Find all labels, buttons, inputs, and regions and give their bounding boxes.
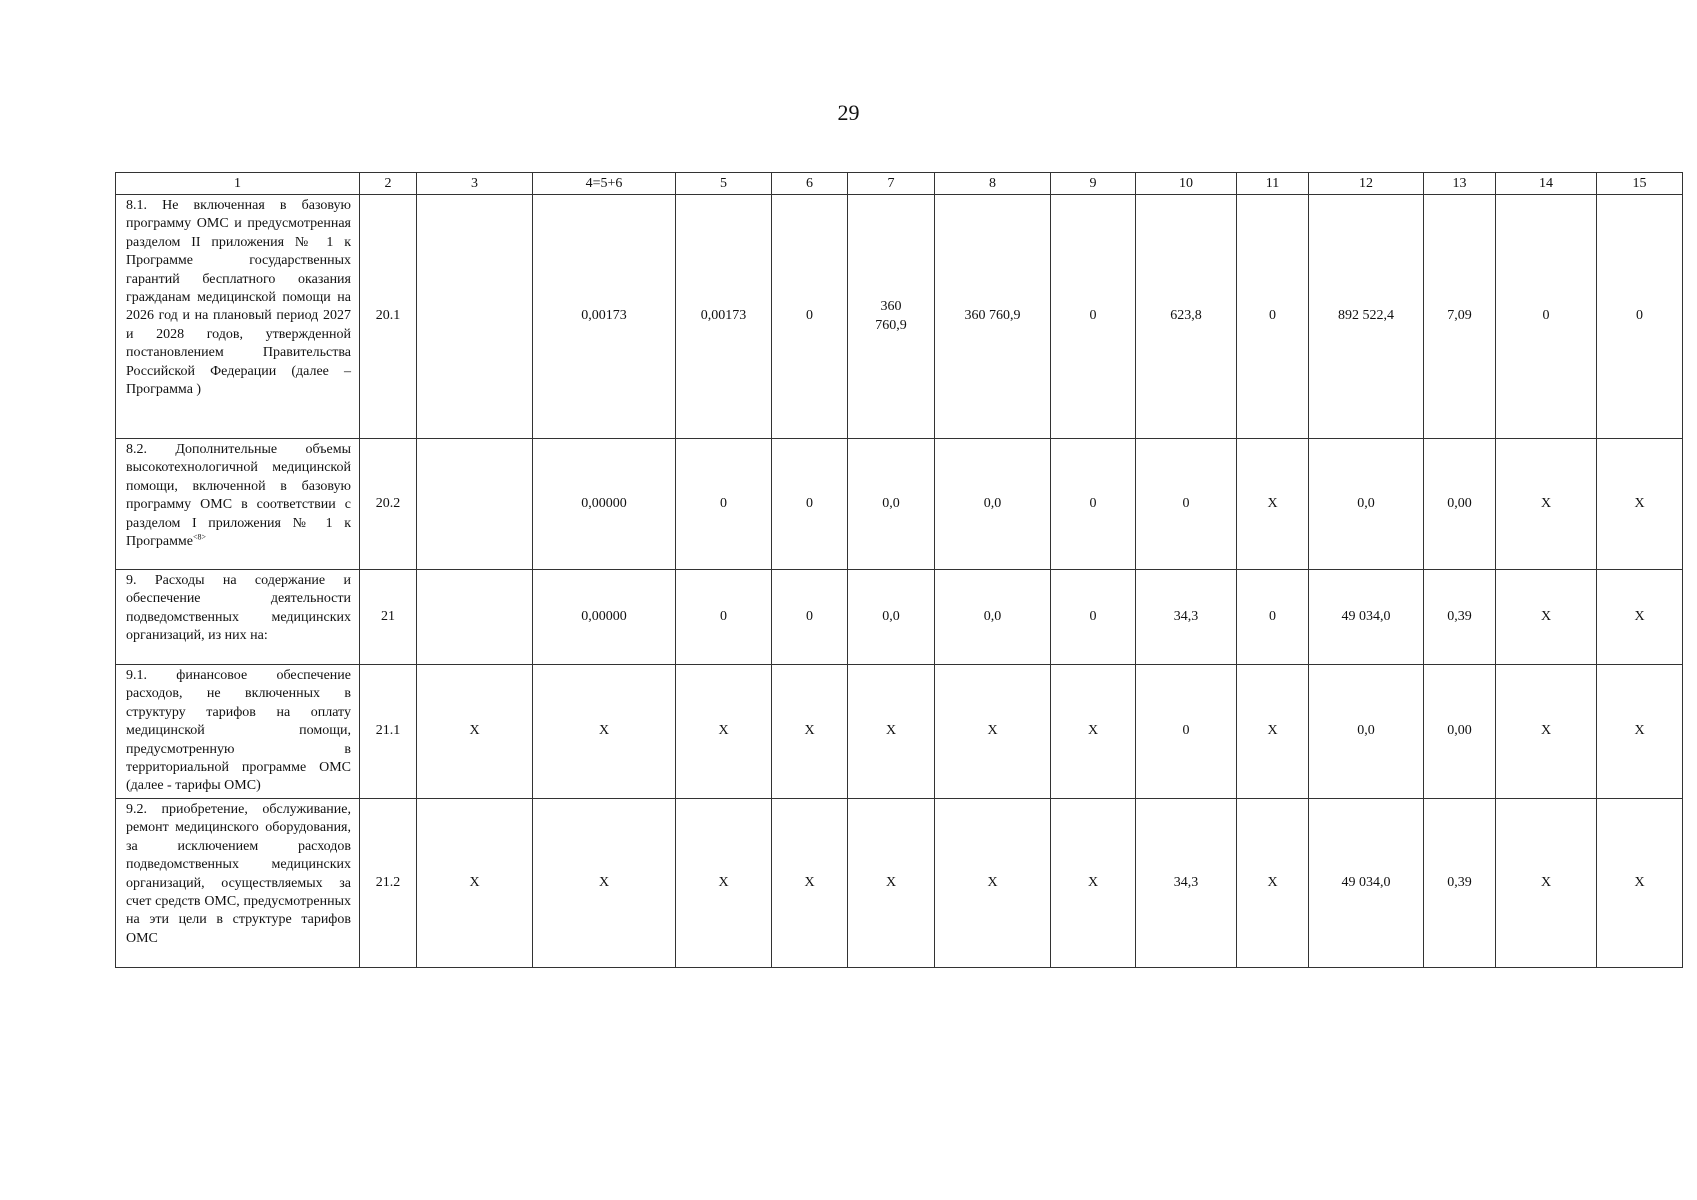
table-cell: 892 522,4	[1309, 195, 1424, 439]
column-header: 11	[1237, 173, 1309, 195]
table-cell: X	[1051, 799, 1136, 968]
table-cell: X	[1597, 665, 1683, 799]
table-cell: 34,3	[1136, 570, 1237, 665]
data-table	[115, 172, 1683, 968]
column-header: 7	[848, 173, 935, 195]
table-cell: X	[1496, 439, 1597, 570]
column-header: 5	[676, 173, 772, 195]
table-cell: 0,0	[1309, 439, 1424, 570]
table-cell: 0,0	[935, 570, 1051, 665]
table-cell: 0	[1237, 195, 1309, 439]
table-cell: 0,39	[1424, 570, 1496, 665]
column-header: 15	[1597, 173, 1683, 195]
table-row	[116, 439, 1683, 570]
column-header: 14	[1496, 173, 1597, 195]
row-description: 8.1. Не включенная в базовую программу ОМС и предусмотренная разделом II приложения № 1 к Программе государственных гарантий бесплатного оказания гражданам медицинской помощи на 2026 год и на плановый период 2027 и 2028 годов, утвержденной постановлением Правительства Российской Федерации (далее – Программа )	[116, 195, 360, 439]
table-cell: 0	[772, 439, 848, 570]
table-cell: 0	[1597, 195, 1683, 439]
column-header: 6	[772, 173, 848, 195]
table-cell: X	[848, 799, 935, 968]
column-header: 3	[417, 173, 533, 195]
table-cell: X	[772, 665, 848, 799]
table-cell: 0	[1051, 439, 1136, 570]
table-cell: 0,0	[1309, 665, 1424, 799]
table-cell: 20.2	[360, 439, 417, 570]
table-row	[116, 570, 1683, 665]
row-description-cell	[116, 439, 360, 570]
footnote-marker: <8>	[193, 532, 207, 542]
table-cell: X	[848, 665, 935, 799]
table-cell: 21.1	[360, 665, 417, 799]
table-cell: 0	[676, 439, 772, 570]
table-row	[116, 665, 1683, 799]
table-cell: 0,00000	[533, 439, 676, 570]
row-description: 9.1. финансовое обеспечение расходов, не включенных в структуру тарифов на оплату медицинской помощи, предусмотренную в территориальной программе ОМС (далее - тарифы ОМС)	[116, 665, 360, 799]
table-cell: 0	[1496, 195, 1597, 439]
table-cell: X	[417, 799, 533, 968]
table-cell: X	[935, 799, 1051, 968]
table-cell: 49 034,0	[1309, 799, 1424, 968]
table-cell: 0,39	[1424, 799, 1496, 968]
table-cell: X	[772, 799, 848, 968]
table-cell: 623,8	[1136, 195, 1237, 439]
table-cell: X	[533, 799, 676, 968]
table-cell: X	[1597, 439, 1683, 570]
column-header: 10	[1136, 173, 1237, 195]
table-cell: 0,0	[848, 439, 935, 570]
table-row	[116, 799, 1683, 968]
table-cell: 360 760,9	[935, 195, 1051, 439]
table-cell: 20.1	[360, 195, 417, 439]
table-cell: 0	[1136, 439, 1237, 570]
column-header: 4=5+6	[533, 173, 676, 195]
row-description: 8.2. Дополнительные объемы высокотехнологичной медицинской помощи, включенной в базовую программу ОМС в соответствии с разделом I приложения № 1 к Программе	[126, 442, 351, 550]
table-cell: X	[676, 799, 772, 968]
table-cell: 0,00173	[676, 195, 772, 439]
table-cell: 21.2	[360, 799, 417, 968]
table-cell: 0	[1051, 570, 1136, 665]
table-cell: X	[533, 665, 676, 799]
table-cell: 0,0	[935, 439, 1051, 570]
table-cell: 0,00	[1424, 665, 1496, 799]
table-cell	[417, 570, 533, 665]
table-cell: 49 034,0	[1309, 570, 1424, 665]
table-cell: X	[1237, 439, 1309, 570]
table-cell: 21	[360, 570, 417, 665]
table-cell: 0	[1051, 195, 1136, 439]
table-cell: X	[1597, 570, 1683, 665]
column-header: 12	[1309, 173, 1424, 195]
table-cell: 0	[772, 195, 848, 439]
table-cell: 0	[676, 570, 772, 665]
row-description: 9. Расходы на содержание и обеспечение деятельности подведомственных медицинских организаций, из них на:	[116, 570, 360, 665]
row-description: 9.2. приобретение, обслуживание, ремонт медицинского оборудования, за исключением расходов подведомственных медицинских организаций, осуществляемых за счет средств ОМС, предусмотренных на эти цели в структуре тарифов ОМС	[116, 799, 360, 968]
header-row	[116, 173, 1683, 195]
table-cell: X	[676, 665, 772, 799]
table-cell: 0,00173	[533, 195, 676, 439]
table-cell: X	[1496, 665, 1597, 799]
table-cell: 34,3	[1136, 799, 1237, 968]
table-row	[116, 195, 1683, 439]
table-cell: X	[1597, 799, 1683, 968]
column-header: 1	[116, 173, 360, 195]
table-cell: 0	[1237, 570, 1309, 665]
table-cell: X	[1496, 570, 1597, 665]
table-cell: X	[417, 665, 533, 799]
table-cell	[417, 195, 533, 439]
table-cell: X	[1051, 665, 1136, 799]
table-cell: X	[935, 665, 1051, 799]
table-cell: 0,00	[1424, 439, 1496, 570]
column-header: 2	[360, 173, 417, 195]
table-cell: X	[1237, 665, 1309, 799]
table-cell: 0,0	[848, 570, 935, 665]
table-cell: 360 760,9	[848, 195, 935, 439]
column-header: 13	[1424, 173, 1496, 195]
table-cell: 0,00000	[533, 570, 676, 665]
page-number: 29	[837, 100, 860, 125]
table-cell: X	[1496, 799, 1597, 968]
table-cell: X	[1237, 799, 1309, 968]
column-header: 9	[1051, 173, 1136, 195]
table-cell: 7,09	[1424, 195, 1496, 439]
table-cell	[417, 439, 533, 570]
table-cell: 0	[772, 570, 848, 665]
column-header: 8	[935, 173, 1051, 195]
table-cell: 0	[1136, 665, 1237, 799]
